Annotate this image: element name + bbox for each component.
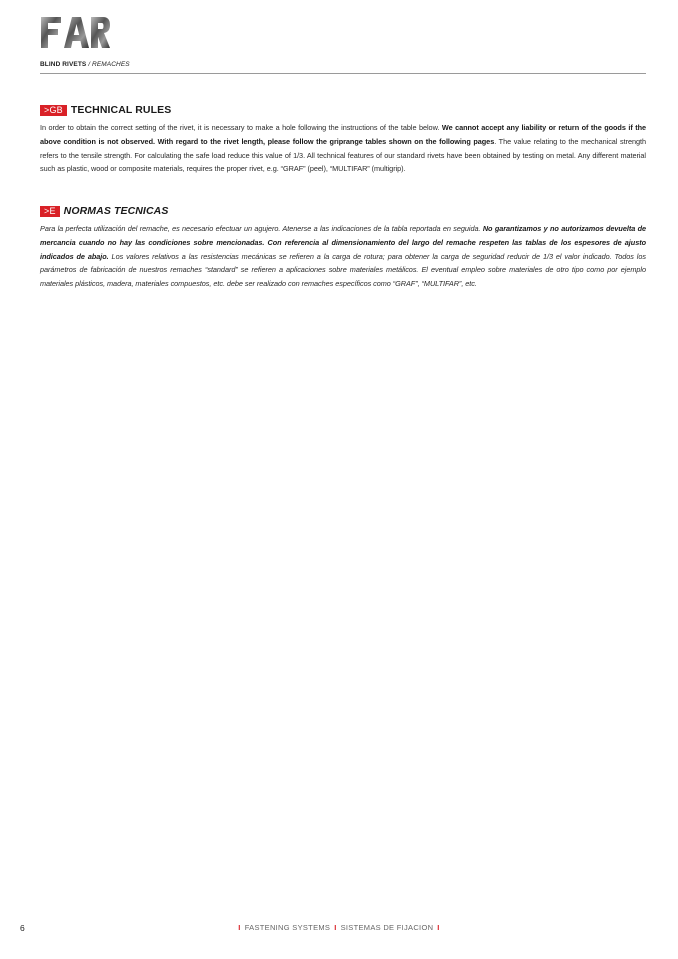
paragraph-run-bold: We cannot accept any liability or return of the goods if the above condition is not observed. With regard to the rivet length, please follow the griprange tables shown on the following pages	[40, 123, 646, 146]
language-badge-gb: >GB	[40, 105, 67, 116]
section-heading	[40, 103, 646, 117]
section-paragraph	[40, 222, 646, 291]
paragraph-run: In order to obtain the correct setting of the rivet, it is necessary to make a hole following the instructions of the table below.	[40, 123, 442, 132]
footer-item: SISTEMAS DE FIJACION	[340, 923, 434, 932]
paragraph-run: Para la perfecta utilización del remache, es necesario efectuar un agujero. Atenerse a las indicaciones de la tabla reportada en seguida.	[40, 224, 483, 233]
language-badge-e: >E	[40, 206, 60, 217]
section-title: NORMAS TECNICAS	[63, 205, 169, 217]
paragraph-run: Los valores relativos a las resistencias mecánicas se refieren a la carga de rotura; para obtener la carga de seguridad reducir de 1/3 el valor indicado. Todos los parámetros de fabricación de nuestros remaches “standard” se refieren a aplicaciones sobre materiales metálicos. El eventual empleo sobre materiales de otro tipo como por ejemplo materiales plásticos, madera, materiales compuestos, etc. debe ser realizado con remaches específicos como “GRAF”, “MULTIFAR”, etc.	[40, 251, 646, 289]
page-number: 6	[20, 923, 25, 933]
section-heading	[40, 204, 646, 218]
header-label-italic: / REMACHES	[86, 61, 130, 68]
far-logo-icon	[39, 14, 111, 50]
technical-rules-section	[40, 103, 646, 176]
footer-separator: I	[334, 923, 337, 932]
footer-bar	[0, 923, 678, 932]
normas-tecnicas-section	[40, 204, 646, 291]
header-divider	[40, 73, 646, 74]
footer-separator: I	[238, 923, 241, 932]
footer-item: FASTENING SYSTEMS	[244, 923, 331, 932]
paragraph-run: . The value relating to the mechanical strength refers to the tensile strength. For calculating the safe load reduce this value of 1/3. All technical features of our standard rivets have been obtained by testing on metal. Any different material such as plastic, wood or composite materials, requires the proper rivet, e.g. “GRAF” (peel), “MULTIFAR” (multigrip).	[40, 136, 646, 174]
section-paragraph	[40, 121, 646, 176]
footer-separator: I	[437, 923, 440, 932]
header-section-label	[40, 61, 130, 68]
paragraph-run-bold: No garantizamos y no autorizamos devuelta de mercancia cuando no hay las condiciones sobre mencionadas. Con referencia al dimensionamiento del largo del remache respeten las tablas de los espesores de ajusto indicados de abajo.	[40, 224, 646, 261]
header-label-bold: BLIND RIVETS	[40, 61, 87, 68]
section-title: TECHNICAL RULES	[70, 104, 172, 116]
